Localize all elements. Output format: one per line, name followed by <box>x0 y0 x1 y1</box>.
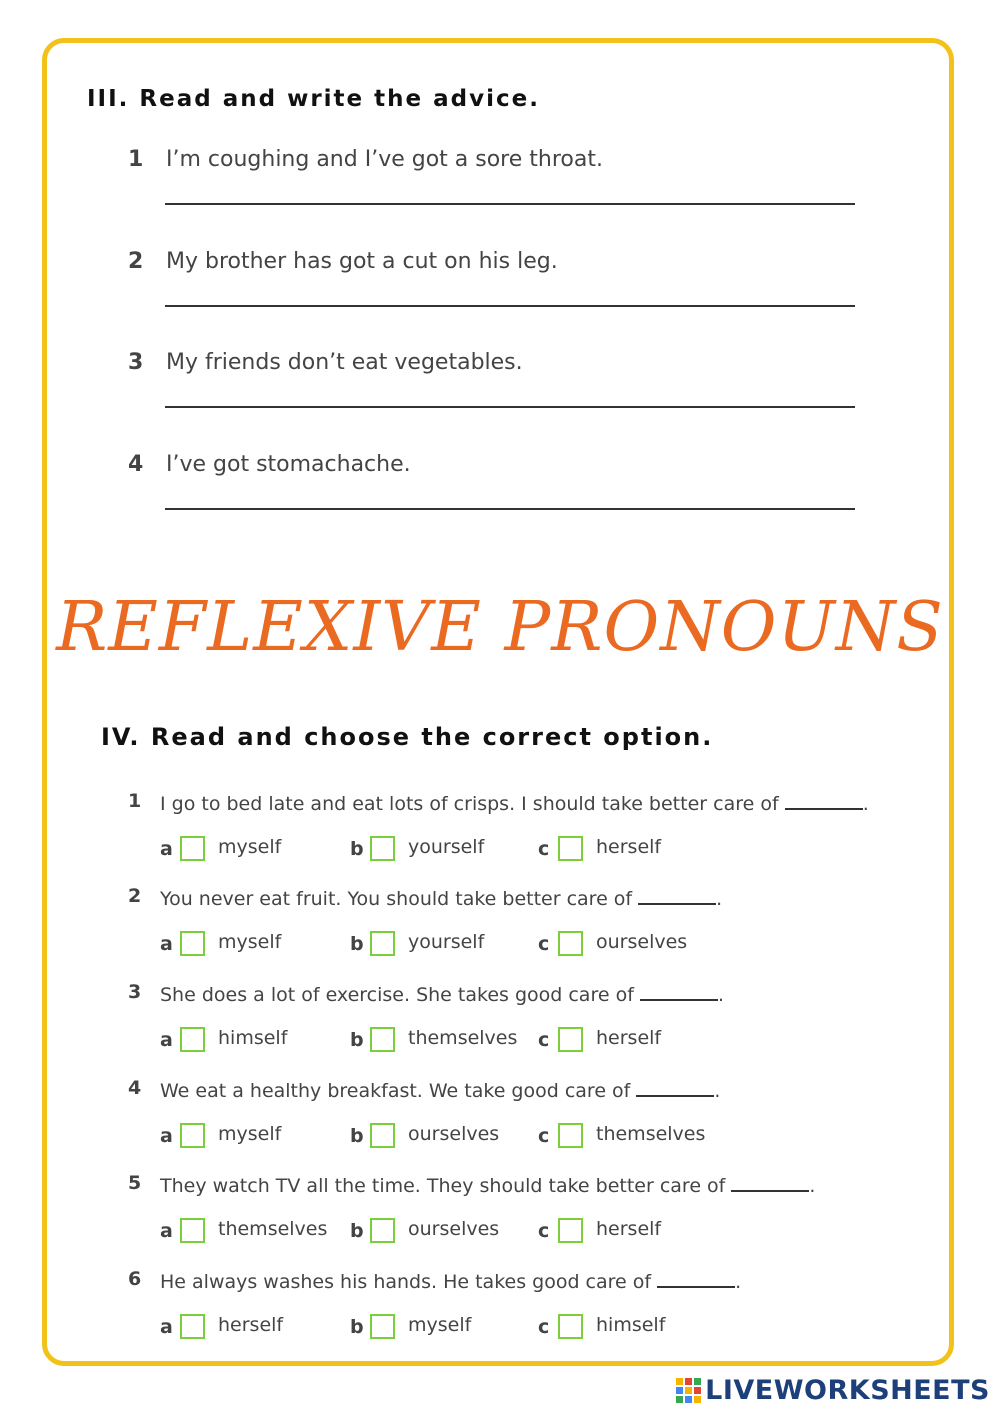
option-checkbox[interactable] <box>370 1314 395 1339</box>
option-row <box>160 1218 860 1248</box>
option-row <box>160 836 860 866</box>
option-label: himself <box>596 1314 666 1336</box>
question-text: She does a lot of exercise. She takes good care of <box>160 984 634 1006</box>
logo-square <box>685 1387 692 1394</box>
option-label: herself <box>596 836 662 858</box>
question-item <box>128 1268 928 1358</box>
option-label: himself <box>218 1027 288 1049</box>
question-end: . <box>735 1271 742 1293</box>
item-number: 4 <box>128 452 144 477</box>
question-text: You never eat fruit. You should take better care of <box>160 888 633 910</box>
option-letter: b <box>350 1316 364 1338</box>
option-letter: c <box>538 1125 550 1147</box>
answer-blank <box>785 790 863 810</box>
option-checkbox[interactable] <box>370 1123 395 1148</box>
question-end: . <box>717 984 724 1006</box>
option-label: myself <box>218 836 282 858</box>
option-letter: b <box>350 1125 364 1147</box>
option-checkbox[interactable] <box>558 931 583 956</box>
question-item <box>128 790 928 880</box>
advice-item <box>128 249 858 329</box>
advice-prompt: I’m coughing and I’ve got a sore throat. <box>166 147 603 172</box>
answer-blank <box>657 1268 735 1288</box>
option-label: ourselves <box>596 931 688 953</box>
question-stem <box>160 885 722 910</box>
liveworksheets-logo <box>676 1370 990 1410</box>
item-number: 2 <box>128 249 144 274</box>
option-row <box>160 1314 860 1344</box>
question-end: . <box>714 1080 721 1102</box>
option-checkbox[interactable] <box>558 1123 583 1148</box>
option-letter: b <box>350 838 364 860</box>
section-4-title: IV. Read and choose the correct option. <box>101 723 714 751</box>
logo-square <box>685 1378 692 1385</box>
option-letter: c <box>538 1316 550 1338</box>
option-checkbox[interactable] <box>558 1027 583 1052</box>
option-checkbox[interactable] <box>370 1027 395 1052</box>
logo-square <box>676 1387 683 1394</box>
logo-square <box>685 1396 692 1403</box>
option-label: herself <box>596 1027 662 1049</box>
question-end: . <box>862 793 869 815</box>
option-label: myself <box>218 1123 282 1145</box>
answer-blank <box>640 981 718 1001</box>
option-checkbox[interactable] <box>180 1027 205 1052</box>
question-stem <box>160 1172 815 1197</box>
option-label: ourselves <box>408 1218 500 1240</box>
question-stem <box>160 1268 741 1293</box>
advice-prompt: My brother has got a cut on his leg. <box>166 249 558 274</box>
option-letter: a <box>160 933 173 955</box>
answer-line[interactable] <box>165 305 855 307</box>
option-checkbox[interactable] <box>180 836 205 861</box>
question-stem <box>160 790 869 815</box>
option-label: themselves <box>596 1123 706 1145</box>
option-letter: c <box>538 1220 550 1242</box>
advice-item <box>128 350 858 430</box>
logo-square <box>676 1378 683 1385</box>
option-label: yourself <box>408 931 485 953</box>
answer-blank <box>636 1077 714 1097</box>
advice-item <box>128 452 858 532</box>
option-letter: b <box>350 1220 364 1242</box>
question-end: . <box>809 1175 816 1197</box>
option-letter: a <box>160 1125 173 1147</box>
question-text: He always washes his hands. He takes good care of <box>160 1271 652 1293</box>
brand-name: LIVEWORKSHEETS <box>705 1374 990 1406</box>
option-letter: b <box>350 933 364 955</box>
question-item <box>128 1172 928 1262</box>
option-letter: c <box>538 933 550 955</box>
option-label: myself <box>218 931 282 953</box>
question-number: 6 <box>128 1268 142 1290</box>
answer-line[interactable] <box>165 203 855 205</box>
item-number: 3 <box>128 350 144 375</box>
option-letter: c <box>538 1029 550 1051</box>
logo-square <box>694 1387 701 1394</box>
question-number: 1 <box>128 790 142 812</box>
answer-line[interactable] <box>165 406 855 408</box>
option-checkbox[interactable] <box>370 836 395 861</box>
option-letter: a <box>160 1220 173 1242</box>
item-number: 1 <box>128 147 144 172</box>
logo-square <box>694 1396 701 1403</box>
option-letter: b <box>350 1029 364 1051</box>
section-3-title: III. Read and write the advice. <box>87 86 540 112</box>
option-checkbox[interactable] <box>180 931 205 956</box>
answer-blank <box>731 1172 809 1192</box>
logo-square <box>676 1396 683 1403</box>
question-end: . <box>716 888 723 910</box>
option-label: themselves <box>408 1027 518 1049</box>
logo-square <box>694 1378 701 1385</box>
option-row <box>160 1027 860 1057</box>
question-item <box>128 1077 928 1167</box>
question-text: I go to bed late and eat lots of crisps. I should take better care of <box>160 793 779 815</box>
option-row <box>160 931 860 961</box>
option-letter: a <box>160 1029 173 1051</box>
advice-prompt: I’ve got stomachache. <box>166 452 411 477</box>
option-checkbox[interactable] <box>558 1314 583 1339</box>
option-label: ourselves <box>408 1123 500 1145</box>
question-text: We eat a healthy breakfast. We take good care of <box>160 1080 631 1102</box>
option-checkbox[interactable] <box>370 1218 395 1243</box>
question-number: 5 <box>128 1172 142 1194</box>
answer-blank <box>638 885 716 905</box>
question-item <box>128 981 928 1071</box>
option-label: myself <box>408 1314 472 1336</box>
question-number: 2 <box>128 885 142 907</box>
question-text: They watch TV all the time. They should take better care of <box>160 1175 726 1197</box>
reflexive-pronouns-heading: REFLEXIVE PRONOUNS <box>56 588 944 667</box>
option-letter: a <box>160 1316 173 1338</box>
option-label: herself <box>596 1218 662 1240</box>
answer-line[interactable] <box>165 508 855 510</box>
advice-item <box>128 147 858 227</box>
question-stem <box>160 981 724 1006</box>
option-checkbox[interactable] <box>180 1314 205 1339</box>
option-checkbox[interactable] <box>370 931 395 956</box>
option-letter: a <box>160 838 173 860</box>
question-item <box>128 885 928 975</box>
question-number: 3 <box>128 981 142 1003</box>
option-checkbox[interactable] <box>558 836 583 861</box>
logo-grid-icon <box>676 1378 701 1403</box>
option-row <box>160 1123 860 1153</box>
option-label: herself <box>218 1314 284 1336</box>
option-checkbox[interactable] <box>558 1218 583 1243</box>
question-number: 4 <box>128 1077 142 1099</box>
option-checkbox[interactable] <box>180 1123 205 1148</box>
option-label: yourself <box>408 836 485 858</box>
option-letter: c <box>538 838 550 860</box>
advice-prompt: My friends don’t eat vegetables. <box>166 350 523 375</box>
option-checkbox[interactable] <box>180 1218 205 1243</box>
option-label: themselves <box>218 1218 328 1240</box>
question-stem <box>160 1077 720 1102</box>
